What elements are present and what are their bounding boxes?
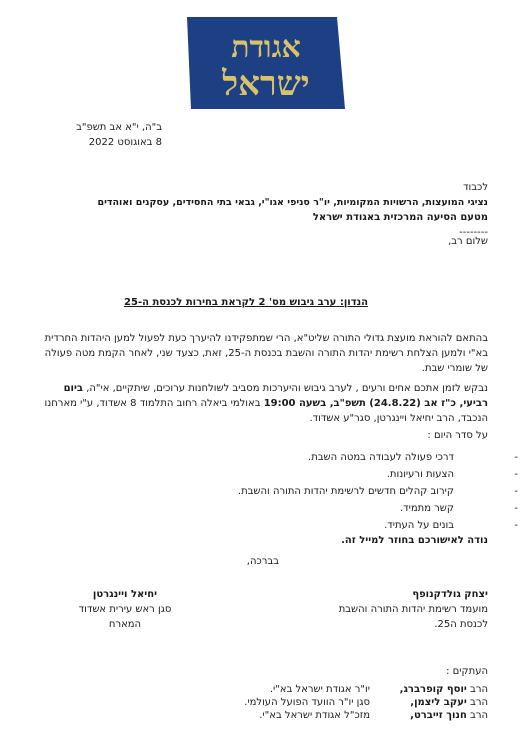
recipients-line1: נציגי המועצות, הרשויות המקומיות, יו"ר סניפי אגו"י, גבאי בתי החסידים, עסקנים ואוהדים bbox=[97, 197, 488, 208]
signer-title: סגן ראש עירית אשדוד bbox=[78, 604, 172, 615]
subject-text: ערב גיבוש מס' 2 לקראת בחירות לכנסת ה-25 bbox=[124, 297, 337, 308]
signature-goldknopf bbox=[288, 587, 488, 632]
copies-list bbox=[188, 682, 488, 721]
greeting: שלום רב, bbox=[448, 236, 488, 247]
logo-line1: אגודת bbox=[231, 30, 301, 65]
hebrew-date: ב"ה, י"א אב תשפ"ב bbox=[76, 122, 162, 133]
body-paragraph-2 bbox=[33, 381, 488, 426]
to-label: לכבוד bbox=[463, 182, 488, 193]
para2-text-b: באולמי ביאלה רחוב התלמוד 8 אשדוד, ע"י מארחנו הנכבד, הרב יחיאל ויינגרטן, סגר"ע אשדוד. bbox=[44, 398, 488, 424]
para2-text-a: נבקש לזמן אתכם אחים ורעים , לערב גיבוש והיערכות מסביב לשולחנות ערוכים, שיתקיים, אי"ה, bbox=[86, 383, 488, 394]
gregorian-date: 8 באוגוסט 2022 bbox=[88, 137, 162, 148]
agenda-item: - קשר מתמיד. bbox=[399, 503, 518, 514]
agudat-israel-logo bbox=[187, 17, 345, 109]
signature-weingarten bbox=[60, 587, 190, 632]
agenda-title: על סדר היום : bbox=[427, 430, 488, 441]
subject-label: הנדון: bbox=[339, 297, 368, 308]
logo-line2: ישראל bbox=[222, 64, 310, 104]
recipients-line2: מטעם הסיעה המרכזית באגודת ישראל bbox=[312, 212, 488, 223]
copies-title: העתקים : bbox=[446, 666, 488, 677]
subject-line bbox=[38, 297, 368, 308]
rsvp-note: נודה לאישורכם בחוזר למייל זה. bbox=[341, 535, 488, 546]
body-paragraph-1: בהתאם להוראת מועצת גדולי התורה שליט"א, הרי שמתפקידנו להיערך כעת לפעול למען היהדות החרדית בא"י ולמען הצלחת רשימת יהדות התורה והשבת בכנסת ה-25, זאת, כצעד שני, לאחר הקמת מטה פעולה של שומרי שבת. bbox=[44, 333, 488, 374]
meeting-datetime: ביום רביעי, כ"ז אב (24.8.22) תשפ"ב, בשעה 19:00 bbox=[63, 383, 488, 409]
copy-row: הרב חנוך זייברט, מזכ"ל אגודת ישראל בא"י. bbox=[259, 710, 488, 721]
recipients-block bbox=[28, 180, 488, 240]
copy-row: הרב יעקב ליצמן, סגן יו"ר הוועד הפועל העולמי. bbox=[244, 697, 488, 708]
signer-title-2: לכנסת ה25. bbox=[434, 619, 488, 630]
blessing: בברכה, bbox=[246, 556, 279, 567]
agenda-item: - הצעות ורעיונות. bbox=[386, 469, 518, 480]
date-block bbox=[22, 120, 162, 150]
signer-name: יצחק גולדקנופף bbox=[412, 589, 488, 600]
agenda-item: - קירוב קהלים חדשים לרשימת יהדות התורה והשבת. bbox=[237, 486, 518, 497]
recipients-rule: -------- bbox=[459, 227, 488, 238]
signer-title-2: המארח bbox=[108, 619, 142, 630]
agenda-item: - דרכי פעולה לעבודה במטה השבת. bbox=[308, 452, 518, 463]
signer-name: יחיאל ויינגרטן bbox=[92, 589, 158, 600]
agenda-item: - בונים על העתיד. bbox=[384, 520, 518, 531]
agenda-list bbox=[124, 449, 518, 534]
copy-row: הרב יוסף קופרברג, יו"ר אגודת ישראל בא"י. bbox=[269, 684, 488, 695]
signer-title: מועמד רשימת יהדות התורה והשבת bbox=[338, 604, 488, 615]
